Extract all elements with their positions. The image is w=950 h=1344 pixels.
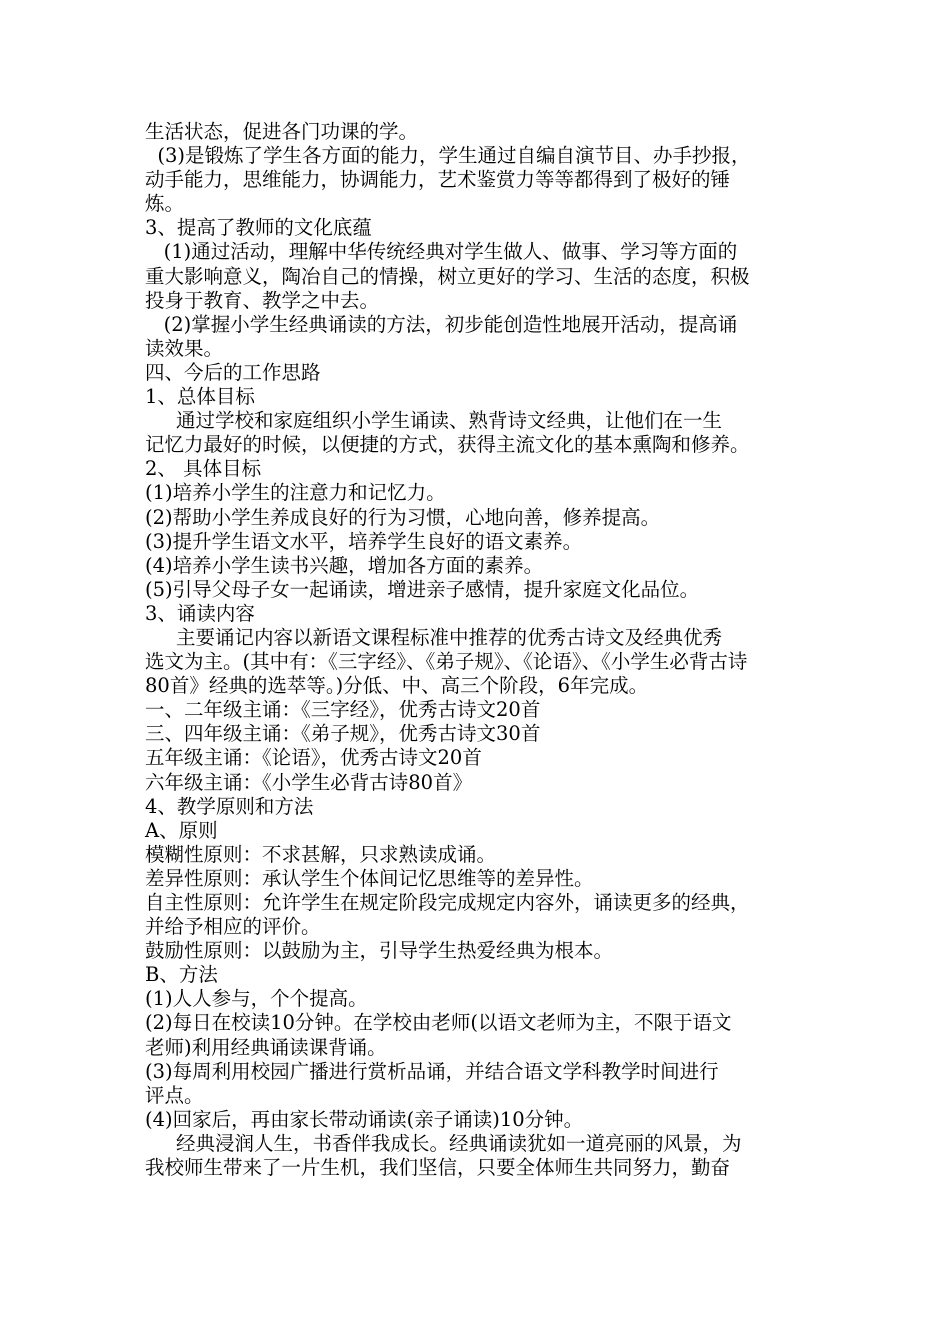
- text-line: (4)培养小学生读书兴趣，增加各方面的素养。: [145, 553, 544, 577]
- text-line: 投身于教育、教学之中去。: [145, 288, 380, 312]
- text-line: 动手能力，思维能力，协调能力，艺术鉴赏力等等都得到了极好的锤: [145, 168, 731, 192]
- text-line: 六年级主诵：《小学生必背古诗80首》: [145, 770, 473, 794]
- text-line: 四、今后的工作思路: [145, 360, 321, 384]
- text-line: 主要诵记内容以新语文课程标准中推荐的优秀古诗文及经典优秀: [145, 625, 723, 649]
- text-line: 我校师生带来了一片生机，我们坚信，只要全体师生共同努力，勤奋: [145, 1156, 731, 1180]
- text-line: 一、二年级主诵：《三字经》，优秀古诗文20首: [145, 698, 541, 722]
- text-line: (5)引导父母子女一起诵读，增进亲子感情，提升家庭文化品位。: [145, 577, 700, 601]
- text-line: (4)回家后，再由家长带动诵读(亲子诵读)10分钟。: [145, 1107, 584, 1131]
- text-line: 差异性原则：承认学生个体间记忆思维等的差异性。: [145, 866, 594, 890]
- text-line: 经典浸润人生，书香伴我成长。经典诵读犹如一道亮丽的风景，为: [145, 1131, 742, 1155]
- text-line: 记忆力最好的时候，以便捷的方式，获得主流文化的基本熏陶和修养。: [145, 433, 750, 457]
- text-line: (1)人人参与，个个提高。: [145, 987, 368, 1011]
- text-line: 生活状态，促进各门功课的学。: [145, 120, 419, 143]
- text-line: 通过学校和家庭组织小学生诵读、熟背诗文经典，让他们在一生: [145, 409, 723, 433]
- text-line: 五年级主诵：《论语》，优秀古诗文20首: [145, 746, 482, 770]
- text-line: 3、提高了教师的文化底蕴: [145, 216, 372, 240]
- text-line: 选文为主。(其中有：《三字经》、《弟子规》、《论语》、《小学生必背古诗: [145, 650, 748, 674]
- text-line: 3、诵读内容: [145, 601, 255, 625]
- text-line: B、方法: [145, 963, 218, 987]
- text-line: 模糊性原则：不求甚解，只求熟读成诵。: [145, 842, 497, 866]
- text-line: (2)帮助小学生养成良好的行为习惯，心地向善，修养提高。: [145, 505, 661, 529]
- text-line: 4、教学原则和方法: [145, 794, 314, 818]
- text-line: 80首》经典的选萃等。)分低、中、高三个阶段，6年完成。: [145, 674, 649, 698]
- text-line: 炼。: [145, 192, 185, 216]
- text-line: 老师)利用经典诵读课背诵。: [145, 1035, 387, 1059]
- text-line: 2、 具体目标: [145, 457, 262, 481]
- text-line: 三、四年级主诵：《弟子规》，优秀古诗文30首: [145, 722, 541, 746]
- text-line: (1)通过活动，理解中华传统经典对学生做人、做事、学习等方面的: [145, 240, 738, 264]
- text-line: (1)培养小学生的注意力和记忆力。: [145, 481, 446, 505]
- text-line: (2)每日在校读10分钟。在学校由老师(以语文老师为主，不限于语文: [145, 1011, 732, 1035]
- text-line: (3)是锻炼了学生各方面的能力，学生通过自编自演节目、办手抄报，: [145, 144, 751, 168]
- text-line: A、原则: [145, 818, 218, 842]
- text-line: 读效果。: [145, 336, 224, 360]
- document-body: [145, 120, 825, 1180]
- text-line: 1、总体目标: [145, 385, 255, 409]
- text-line: (3)提升学生语文水平，培养学生良好的语文素养。: [145, 529, 583, 553]
- text-line: (2)掌握小学生经典诵读的方法，初步能创造性地展开活动，提高诵: [145, 312, 738, 336]
- text-line: 重大影响意义，陶冶自己的情操，树立更好的学习、生活的态度，积极: [145, 264, 750, 288]
- text-line: 鼓励性原则：以鼓励为主，引导学生热爱经典为根本。: [145, 939, 614, 963]
- text-line: (3)每周利用校园广播进行赏析品诵，并结合语文学科教学时间进行: [145, 1059, 719, 1083]
- text-line: 自主性原则：允许学生在规定阶段完成规定内容外，诵读更多的经典，: [145, 891, 750, 914]
- text-line: 评点。: [145, 1083, 204, 1107]
- text-line: 并给予相应的评价。: [145, 915, 321, 939]
